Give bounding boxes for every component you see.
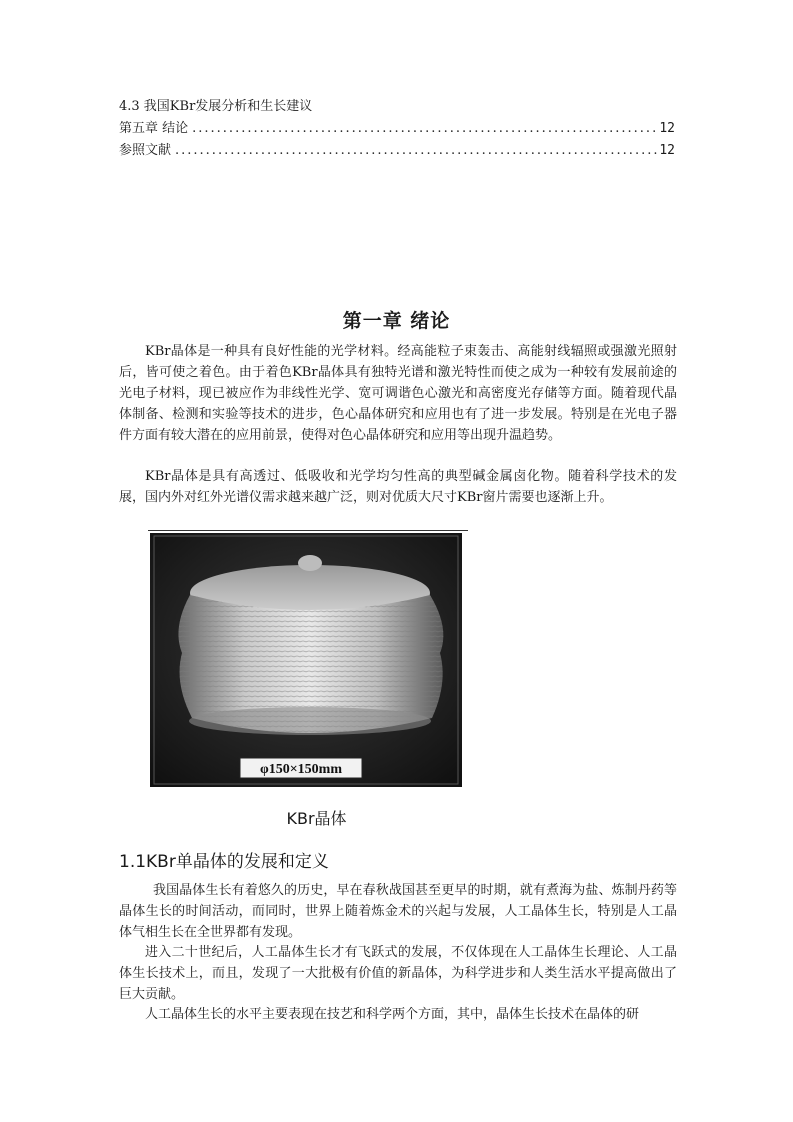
toc-entry-page: 12 [659,121,675,136]
toc-entry-page: 12 [659,143,675,158]
chapter-title: 第一章 绪论 [342,310,451,332]
body-paragraph: 进入二十世纪后，人工晶体生长才有飞跃式的发展，不仅体现在人工晶体生长理论、人工晶体生长技术上，而且，发现了一大批极有价值的新晶体，为科学进步和人类生活水平提高做出了巨大贡献。 [119,945,677,1002]
section-title: 1.1KBr单晶体的发展和定义 [119,852,329,872]
figure-caption: KBr晶体 [286,809,347,828]
horizontal-divider [148,530,468,531]
toc-entry-title: 参照文献 [119,143,172,158]
toc-entry-title: 4.3 我国KBr发展分析和生长建议 [119,99,313,114]
toc-leader-dots [171,140,659,162]
toc-entry[interactable] [119,140,675,162]
toc-entry[interactable] [119,96,675,118]
kbr-crystal-photo [150,533,462,787]
toc-entry-title: 第五章 结论 [119,121,189,136]
toc-entry[interactable] [119,118,675,140]
body-paragraph: KBr晶体是一种具有良好性能的光学材料。经高能粒子束轰击、高能射线辐照或强激光照射后，皆可使之着色。由于着色KBr晶体具有独特光谱和激光特性而使之成为一种较有发展前途的光电子材料，现已被应作为非线性光学、宽可调谐色心激光和高密度光存储等方面。随着现代晶体制备、检测和实验等技术的进步，色心晶体研究和应用也有了进一步发展。特别是在光电子器件方面有较大潜在的应用前景，使得对色心晶体研究和应用等出现升温趋势。 [119,344,677,443]
body-paragraph: 人工晶体生长的水平主要表现在技艺和科学两个方面，其中，晶体生长技术在晶体的研 [145,1007,640,1022]
dimension-label: φ150×150mm [259,762,343,777]
body-paragraph: 我国晶体生长有着悠久的历史，早在春秋战国甚至更早的时期，就有煮海为盐、炼制丹药等晶体生长的时间活动，而同时，世界上随着炼金术的兴起与发展，人工晶体生长，特别是人工晶体气相生长在全世界都有发现。 [119,883,677,940]
body-paragraph: KBr晶体是具有高透过、低吸收和光学均匀性高的典型碱金属卤化物。随着科学技术的发展，国内外对红外光谱仪需求越来越广泛，则对优质大尺寸KBr窗片需要也逐渐上升。 [119,469,677,505]
toc-leader-dots [188,118,659,140]
table-of-contents [119,96,675,162]
